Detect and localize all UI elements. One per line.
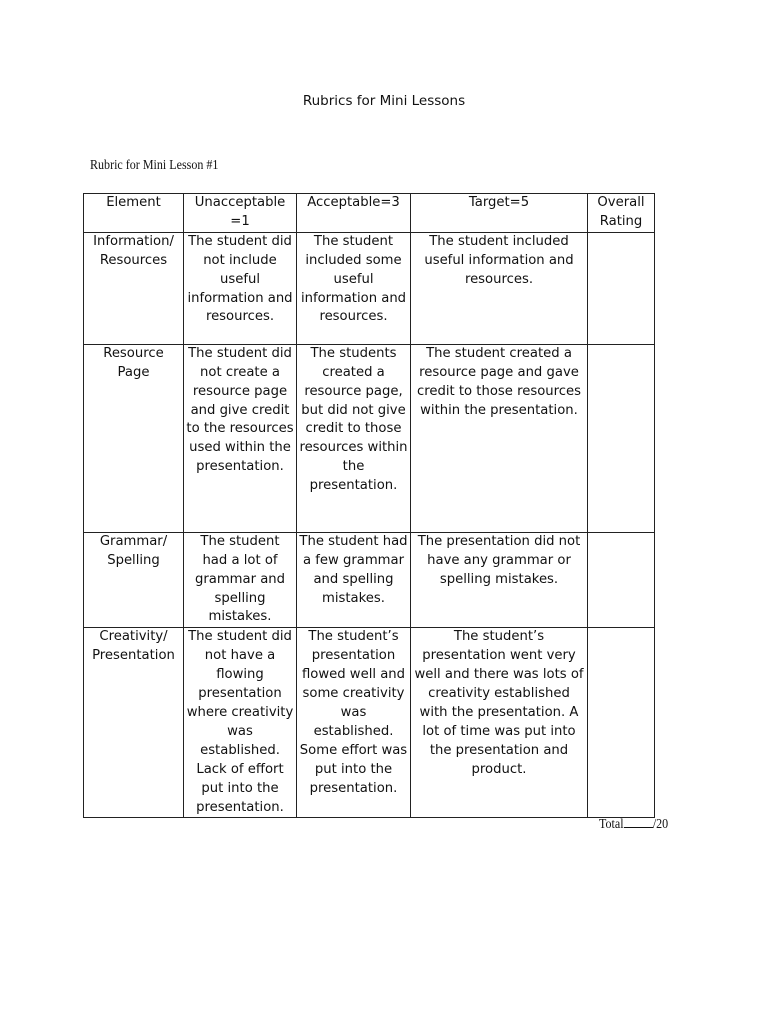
total-label: Total — [599, 817, 624, 832]
overall-rating-cell — [588, 344, 655, 532]
header-element: Element — [84, 194, 184, 233]
acceptable-cell: The student included some useful information and resources. — [297, 232, 411, 344]
total-score-line — [599, 814, 668, 834]
row-element-label: Creativity/ Presentation — [84, 628, 184, 818]
header-acceptable: Acceptable=3 — [297, 194, 411, 233]
header-target: Target=5 — [411, 194, 588, 233]
overall-rating-cell — [588, 532, 655, 628]
unacceptable-cell: The student did not create a resource page and give credit to the resources used within the presentation. — [184, 344, 297, 532]
overall-rating-cell — [588, 232, 655, 344]
table-row — [84, 628, 655, 818]
overall-rating-cell — [588, 628, 655, 818]
unacceptable-cell: The student had a lot of grammar and spelling mistakes. — [184, 532, 297, 628]
table-row — [84, 232, 655, 344]
row-element-label: Grammar/ Spelling — [84, 532, 184, 628]
total-suffix: /20 — [652, 817, 669, 832]
acceptable-cell: The student’s presentation flowed well and some creativity was established. Some effort was put into the presentation. — [297, 628, 411, 818]
target-cell: The student included useful information and resources. — [411, 232, 588, 344]
acceptable-cell: The student had a few grammar and spelling mistakes. — [297, 532, 411, 628]
target-cell: The student created a resource page and gave credit to those resources within the presentation. — [411, 344, 588, 532]
total-score-blank — [624, 814, 653, 828]
table-row — [84, 344, 655, 532]
target-cell: The student’s presentation went very well and there was lots of creativity established with the presentation. A lot of time was put into the presentation and product. — [411, 628, 588, 818]
header-row — [84, 194, 655, 233]
header-unacceptable: Unacceptable =1 — [184, 194, 297, 233]
rubric-table — [83, 193, 655, 818]
target-cell: The presentation did not have any grammar or spelling mistakes. — [411, 532, 588, 628]
header-overall-rating: Overall Rating — [588, 194, 655, 233]
row-element-label: Resource Page — [84, 344, 184, 532]
unacceptable-cell: The student did not include useful information and resources. — [184, 232, 297, 344]
document-title: Rubrics for Mini Lessons — [302, 93, 466, 109]
acceptable-cell: The students created a resource page, but did not give credit to those resources within the presentation. — [297, 344, 411, 532]
table-row — [84, 532, 655, 628]
row-element-label: Information/ Resources — [84, 232, 184, 344]
rubric-subtitle: Rubric for Mini Lesson #1 — [90, 158, 219, 173]
unacceptable-cell: The student did not have a flowing presentation where creativity was established. Lack of effort put into the presentation. — [184, 628, 297, 818]
